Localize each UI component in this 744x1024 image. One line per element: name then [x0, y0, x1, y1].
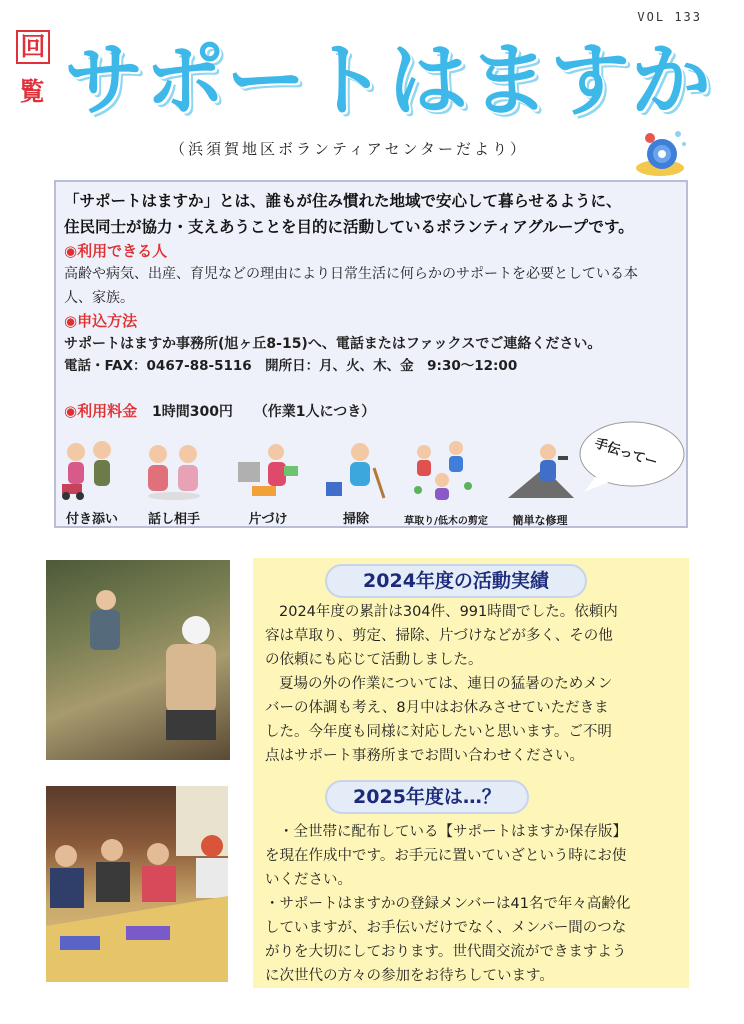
- future-heading: 2025年度は…？: [325, 780, 529, 814]
- cleaning-illustration-icon: [320, 438, 392, 502]
- future-b2-line-4: に次世代の方々の参加をお待ちしています。: [265, 968, 554, 984]
- activity-p1-line-3: の依頼にも応じて活動しました。: [265, 652, 483, 668]
- kairan-bottom-char: 覧: [19, 77, 45, 106]
- photo-volunteers-gardening: [46, 560, 230, 760]
- intro-line-2: 住民同士が協力・支えあうことを目的に活動しているボランティアグループです。: [64, 218, 634, 236]
- photo-volunteer-meeting: [46, 786, 228, 982]
- fee-value: 1時間300円: [151, 404, 233, 420]
- volume-number: VOL 133: [637, 10, 702, 24]
- service-info-box: [54, 180, 688, 528]
- weeding-illustration-icon: [408, 438, 480, 502]
- tidying-illustration-icon: [232, 438, 304, 502]
- future-text: [265, 820, 685, 988]
- intro-text: [64, 188, 684, 240]
- eligible-users-text: [64, 262, 688, 310]
- speech-bubble-text: 手伝ってー: [592, 436, 660, 471]
- activity-p1-line-1: 2024年度の累計は304件、991時間でした。依頼内: [279, 604, 618, 620]
- conversation-illustration-icon: [138, 438, 210, 502]
- fee-heading: ◉利用料金: [64, 402, 138, 420]
- newsletter-title: サポートはますか: [64, 34, 712, 127]
- activity-p2-line-4: 点はサポート事務所までお問い合わせください。: [265, 748, 584, 764]
- application-text: サポートはますか事務所(旭ヶ丘8-15)へ、電話またはファックスでご連絡ください。: [64, 336, 602, 352]
- activity-p1-line-2: 容は草取り、剪定、掃除、片づけなどが多く、その他: [265, 628, 613, 644]
- eligible-users-line-2: 人、家族。: [64, 290, 134, 306]
- activity-p2-line-2: バーの体調も考え、8月中はお休みさせていただきま: [265, 700, 609, 716]
- eligible-users-line-1: 高齢や病気、出産、育児などの理由により日常生活に何らかのサポートを必要としている本: [64, 266, 638, 282]
- eligible-users-heading: ◉利用できる人: [64, 242, 168, 260]
- kairan-stamp: [16, 26, 48, 114]
- future-b2-line-2: していますが、お手伝いだけでなく、メンバー間のつな: [265, 920, 627, 936]
- service-label-escort: 付き添い: [65, 512, 118, 527]
- future-b1-line-1: ・全世帯に配布している【サポートはますか保存版】: [279, 824, 627, 840]
- future-b1-line-2: を現在作成中です。お手元に置いていざという時にお使: [265, 848, 627, 864]
- repair-illustration-icon: [504, 438, 576, 502]
- fee-row: [64, 400, 375, 421]
- intro-line-1: 「サポートはますか」とは、誰もが住み慣れた地域で安心して暮らせるように、: [64, 192, 622, 210]
- application-heading: ◉申込方法: [64, 312, 138, 330]
- activity-p2-line-1: 夏場の外の作業については、連日の猛暑のためメン: [279, 676, 613, 692]
- service-label-weeding: 草取り/低木の剪定: [404, 516, 488, 527]
- activity-report-panel: [253, 558, 689, 988]
- escort-illustration-icon: [56, 438, 128, 502]
- service-label-cleaning: 掃除: [342, 512, 369, 527]
- kairan-top-char: 回: [16, 30, 50, 64]
- activity-p2-line-3: した。今年度も同様に対応したいと思います。ご不明: [265, 724, 612, 740]
- future-b2-line-3: がりを大切にしております。世代間交流ができますよう: [265, 944, 627, 960]
- activity-text: [265, 600, 685, 768]
- fee-note: （作業1人につき）: [253, 404, 376, 420]
- activity-heading: 2024年度の活動実績: [325, 564, 587, 598]
- service-label-tidying: 片づけ: [248, 512, 288, 527]
- future-b2-line-1: ・サポートはますかの登録メンバーは41名で年々高齢化: [265, 896, 631, 912]
- service-label-repair: 簡単な修理: [512, 514, 568, 527]
- newsletter-subtitle: （浜須賀地区ボランティアセンターだより）: [170, 140, 529, 158]
- contact-info: 電話・FAX：0467-88-5116 開所日：月、火、木、金 9:30〜12:00: [64, 358, 518, 374]
- snail-mascot-icon: [634, 128, 690, 178]
- service-label-conversation: 話し相手: [147, 512, 200, 527]
- future-b1-line-3: いください。: [265, 872, 352, 888]
